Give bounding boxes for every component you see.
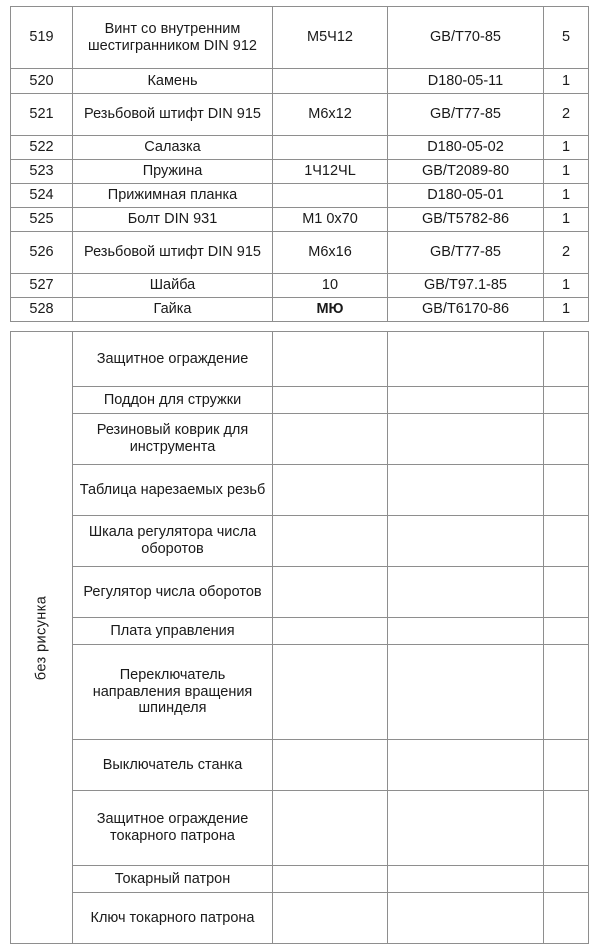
cell-spec: М5Ч12 bbox=[273, 7, 388, 69]
cell-standard: D180-05-02 bbox=[388, 136, 544, 160]
cell-spec bbox=[273, 516, 388, 567]
cell-name: Плата управления bbox=[73, 618, 273, 645]
table-row bbox=[11, 69, 589, 94]
table-row bbox=[11, 94, 589, 136]
cell-spec bbox=[273, 414, 388, 465]
cell-standard: GB/T70-85 bbox=[388, 7, 544, 69]
table-row bbox=[11, 7, 589, 69]
cell-quantity bbox=[544, 618, 589, 645]
cell-standard: GB/T6170-86 bbox=[388, 298, 544, 322]
cell-quantity: 2 bbox=[544, 232, 589, 274]
cell-name: Резьбовой штифт DIN 915 bbox=[73, 94, 273, 136]
cell-name: Пружина bbox=[73, 160, 273, 184]
cell-quantity: 1 bbox=[544, 274, 589, 298]
table-row bbox=[11, 618, 589, 645]
cell-quantity bbox=[544, 567, 589, 618]
cell-standard: GB/T77-85 bbox=[388, 94, 544, 136]
table-row bbox=[11, 208, 589, 232]
cell-spec bbox=[273, 136, 388, 160]
cell-standard bbox=[388, 414, 544, 465]
cell-spec bbox=[273, 567, 388, 618]
table-row bbox=[11, 866, 589, 893]
cell-standard bbox=[388, 516, 544, 567]
cell-spec bbox=[273, 791, 388, 866]
cell-quantity: 1 bbox=[544, 298, 589, 322]
cell-standard bbox=[388, 465, 544, 516]
cell-name: Салазка bbox=[73, 136, 273, 160]
table-row bbox=[11, 232, 589, 274]
cell-spec: 1Ч12ЧL bbox=[273, 160, 388, 184]
cell-number: 523 bbox=[11, 160, 73, 184]
cell-spec bbox=[273, 332, 388, 387]
cell-quantity: 1 bbox=[544, 136, 589, 160]
cell-name: Камень bbox=[73, 69, 273, 94]
cell-standard bbox=[388, 618, 544, 645]
cell-spec bbox=[273, 740, 388, 791]
no-picture-label: без рисунка bbox=[33, 595, 50, 680]
cell-number: 526 bbox=[11, 232, 73, 274]
table-row bbox=[11, 740, 589, 791]
cell-quantity bbox=[544, 414, 589, 465]
cell-standard: GB/T5782-86 bbox=[388, 208, 544, 232]
table-row bbox=[11, 567, 589, 618]
cell-name: Таблица нарезаемых резьб bbox=[73, 465, 273, 516]
cell-spec bbox=[273, 387, 388, 414]
cell-standard bbox=[388, 866, 544, 893]
cell-quantity bbox=[544, 791, 589, 866]
cell-name: Шкала регулятора числа оборотов bbox=[73, 516, 273, 567]
cell-number: 528 bbox=[11, 298, 73, 322]
cell-number: 519 bbox=[11, 7, 73, 69]
cell-spec: 10 bbox=[273, 274, 388, 298]
cell-name: Шайба bbox=[73, 274, 273, 298]
cell-spec: МЮ bbox=[273, 298, 388, 322]
cell-quantity bbox=[544, 332, 589, 387]
cell-quantity: 1 bbox=[544, 184, 589, 208]
cell-number: 525 bbox=[11, 208, 73, 232]
cell-number: 524 bbox=[11, 184, 73, 208]
cell-quantity bbox=[544, 866, 589, 893]
cell-name: Защитное ограждение токарного патрона bbox=[73, 791, 273, 866]
no-picture-parts-table bbox=[10, 331, 589, 944]
cell-standard bbox=[388, 567, 544, 618]
cell-standard bbox=[388, 332, 544, 387]
table-row bbox=[11, 791, 589, 866]
cell-standard: GB/T97.1-85 bbox=[388, 274, 544, 298]
cell-spec: M6x12 bbox=[273, 94, 388, 136]
cell-standard: GB/T2089-80 bbox=[388, 160, 544, 184]
cell-quantity: 1 bbox=[544, 208, 589, 232]
cell-name: Переключатель направления вращения шпинделя bbox=[73, 645, 273, 740]
cell-standard: D180-05-11 bbox=[388, 69, 544, 94]
cell-quantity bbox=[544, 465, 589, 516]
cell-standard bbox=[388, 893, 544, 944]
cell-quantity: 2 bbox=[544, 94, 589, 136]
cell-quantity bbox=[544, 893, 589, 944]
table-row bbox=[11, 465, 589, 516]
cell-name: Резиновый коврик для инструмента bbox=[73, 414, 273, 465]
cell-quantity bbox=[544, 516, 589, 567]
cell-quantity bbox=[544, 387, 589, 414]
cell-name: Выключатель станка bbox=[73, 740, 273, 791]
cell-spec bbox=[273, 618, 388, 645]
cell-spec bbox=[273, 893, 388, 944]
cell-standard: D180-05-01 bbox=[388, 184, 544, 208]
table-row bbox=[11, 387, 589, 414]
table-row bbox=[11, 414, 589, 465]
cell-name: Болт DIN 931 bbox=[73, 208, 273, 232]
cell-number: 521 bbox=[11, 94, 73, 136]
no-picture-merged-cell bbox=[11, 332, 73, 944]
table-row bbox=[11, 160, 589, 184]
table-row bbox=[11, 332, 589, 387]
cell-standard bbox=[388, 387, 544, 414]
cell-quantity: 1 bbox=[544, 160, 589, 184]
table-row bbox=[11, 645, 589, 740]
cell-name: Гайка bbox=[73, 298, 273, 322]
cell-spec bbox=[273, 866, 388, 893]
cell-spec bbox=[273, 465, 388, 516]
cell-standard: GB/T77-85 bbox=[388, 232, 544, 274]
cell-number: 527 bbox=[11, 274, 73, 298]
cell-standard bbox=[388, 645, 544, 740]
cell-spec bbox=[273, 184, 388, 208]
numbered-parts-table bbox=[10, 6, 589, 322]
cell-spec bbox=[273, 645, 388, 740]
cell-quantity bbox=[544, 645, 589, 740]
cell-name: Токарный патрон bbox=[73, 866, 273, 893]
cell-name: Резьбовой штифт DIN 915 bbox=[73, 232, 273, 274]
cell-name: Винт со внутренним шестигранником DIN 912 bbox=[73, 7, 273, 69]
cell-name: Регулятор числа оборотов bbox=[73, 567, 273, 618]
cell-number: 522 bbox=[11, 136, 73, 160]
cell-number: 520 bbox=[11, 69, 73, 94]
cell-spec: M6x16 bbox=[273, 232, 388, 274]
cell-quantity: 5 bbox=[544, 7, 589, 69]
table-row bbox=[11, 184, 589, 208]
table-row bbox=[11, 136, 589, 160]
table-row bbox=[11, 274, 589, 298]
table-row bbox=[11, 516, 589, 567]
cell-name: Защитное ограждение bbox=[73, 332, 273, 387]
cell-name: Прижимная планка bbox=[73, 184, 273, 208]
table-row bbox=[11, 298, 589, 322]
cell-quantity bbox=[544, 740, 589, 791]
cell-spec: M1 0x70 bbox=[273, 208, 388, 232]
cell-quantity: 1 bbox=[544, 69, 589, 94]
cell-standard bbox=[388, 740, 544, 791]
cell-spec bbox=[273, 69, 388, 94]
cell-standard bbox=[388, 791, 544, 866]
cell-name: Поддон для стружки bbox=[73, 387, 273, 414]
cell-name: Ключ токарного патрона bbox=[73, 893, 273, 944]
table-row bbox=[11, 893, 589, 944]
